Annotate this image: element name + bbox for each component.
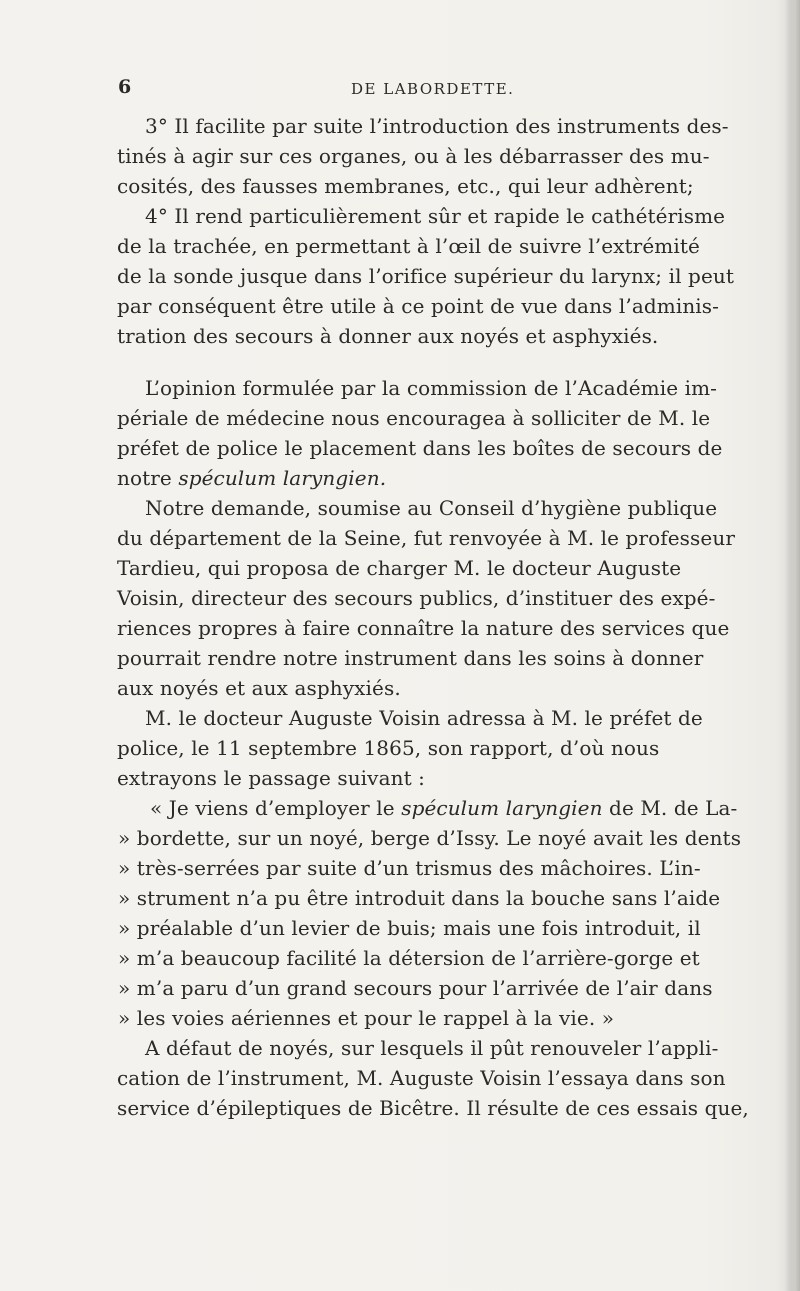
quote-line: » m’a paru d’un grand secours pour l’arrivée de l’air dans: [118, 976, 713, 1000]
quote-line: » préalable d’un levier de buis; mais une fois introduit, il: [118, 916, 701, 940]
text-line: de la sonde jusque dans l’orifice supérieur du larynx; il peut: [117, 264, 735, 288]
text-line: périale de médecine nous encouragea à solliciter de M. le: [117, 406, 711, 430]
text-line: service d’épileptiques de Bicêtre. Il résulte de ces essais que,: [117, 1096, 749, 1120]
text-line: 3° Il facilite par suite l’introduction des instruments des-: [145, 114, 729, 138]
text-line: préfet de police le placement dans les boîtes de secours de: [117, 436, 723, 460]
italic-term: spéculum laryngien: [401, 796, 603, 820]
text-segment: notre: [117, 466, 172, 490]
text-line: 4° Il rend particulièrement sûr et rapide le cathétérisme: [145, 204, 726, 228]
quote-line: » les voies aériennes et pour le rappel à la vie. »: [118, 1006, 615, 1030]
text-segment: de M. de La-: [609, 796, 738, 820]
running-title: DE LABORDETTE.: [351, 80, 515, 98]
text-line: [117, 465, 386, 491]
text-segment: « Je viens d’employer le: [150, 796, 395, 820]
text-line: A défaut de noyés, sur lesquels il pût renouveler l’appli-: [145, 1036, 719, 1060]
text-line: tration des secours à donner aux noyés et asphyxiés.: [117, 324, 659, 348]
quote-line: » très-serrées par suite d’un trismus des mâchoires. L’in-: [118, 856, 701, 880]
text-line: de la trachée, en permettant à l’œil de suivre l’extrémité: [117, 234, 700, 258]
text-line: police, le 11 septembre 1865, son rapport, d’où nous: [117, 736, 660, 760]
quote-line: [150, 795, 737, 821]
text-line: du département de la Seine, fut renvoyée à M. le professeur: [117, 526, 735, 550]
italic-term: spéculum laryngien.: [178, 466, 387, 490]
page-edge-shadow: [784, 0, 800, 1291]
text-line: par conséquent être utile à ce point de vue dans l’adminis-: [117, 294, 720, 318]
text-line: M. le docteur Auguste Voisin adressa à M. le préfet de: [145, 706, 703, 730]
quote-line: » bordette, sur un noyé, berge d’Issy. Le noyé avait les dents: [118, 826, 742, 850]
text-line: aux noyés et aux asphyxiés.: [117, 676, 401, 700]
text-line: riences propres à faire connaître la nature des services que: [117, 616, 730, 640]
text-line: pourrait rendre notre instrument dans les soins à donner: [117, 646, 704, 670]
quote-line: » strument n’a pu être introduit dans la bouche sans l’aide: [118, 886, 721, 910]
text-line: Tardieu, qui proposa de charger M. le docteur Auguste: [117, 556, 682, 580]
text-line: L’opinion formulée par la commission de l’Académie im-: [145, 376, 718, 400]
text-line: extrayons le passage suivant :: [117, 766, 426, 790]
text-line: cation de l’instrument, M. Auguste Voisin l’essaya dans son: [117, 1066, 726, 1090]
page-number: 6: [118, 76, 132, 98]
text-line: cosités, des fausses membranes, etc., qui leur adhèrent;: [117, 174, 694, 198]
text-line: Voisin, directeur des secours publics, d’instituer des expé-: [117, 586, 716, 610]
text-line: tinés à agir sur ces organes, ou à les débarrasser des mu-: [117, 144, 710, 168]
text-line: Notre demande, soumise au Conseil d’hygiène publique: [145, 496, 718, 520]
quote-line: » m’a beaucoup facilité la détersion de l’arrière-gorge et: [118, 946, 700, 970]
